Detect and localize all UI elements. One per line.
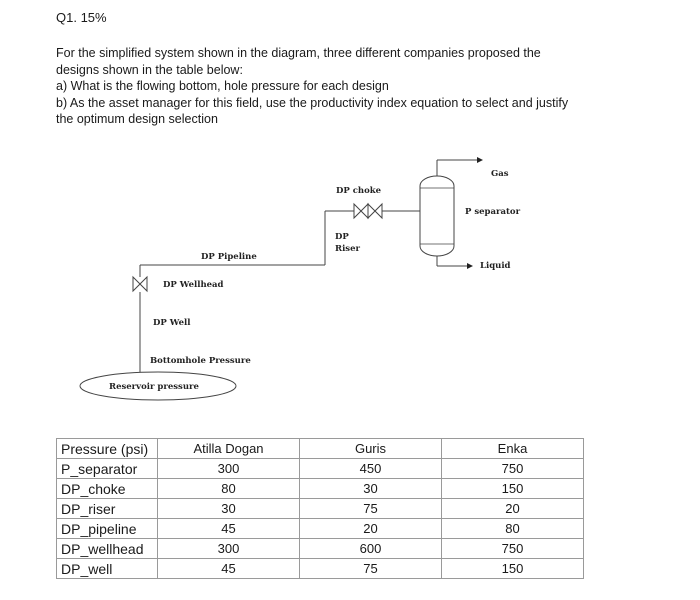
table-row (57, 539, 584, 559)
table-cell: 45 (158, 559, 300, 579)
table-row-label: DP_wellhead (57, 539, 158, 559)
table-cell: 30 (300, 479, 442, 499)
table-header-cell: Pressure (psi) (57, 439, 158, 459)
table-row-label: DP_well (57, 559, 158, 579)
table-row (57, 519, 584, 539)
table-header-row (57, 439, 584, 459)
intro-line: designs shown in the table below: (56, 62, 243, 77)
table-cell: 150 (442, 559, 584, 579)
dp-choke-label: DP choke (336, 186, 382, 196)
table-cell: 20 (300, 519, 442, 539)
table-cell: 80 (442, 519, 584, 539)
table-cell: 75 (300, 559, 442, 579)
dp-riser-label-1: DP (335, 232, 349, 242)
dp-wellhead-label: DP Wellhead (163, 280, 224, 290)
table-row-label: DP_riser (57, 499, 158, 519)
table-row (57, 459, 584, 479)
table-cell: 300 (158, 539, 300, 559)
table-header-cell: Guris (300, 439, 442, 459)
gas-label: Gas (491, 169, 509, 179)
table-row (57, 479, 584, 499)
bottomhole-pressure-label: Bottomhole Pressure (150, 356, 251, 366)
dp-well-label: DP Well (153, 318, 191, 328)
liquid-label: Liquid (480, 261, 511, 271)
intro-line: b) As the asset manager for this field, use the productivity index equation to select and justify (56, 95, 569, 110)
intro-line: a) What is the flowing bottom, hole pressure for each design (56, 79, 389, 93)
choke-valve-icon (354, 204, 382, 218)
table-row-label: DP_pipeline (57, 519, 158, 539)
dp-riser-label-2: Riser (335, 244, 360, 254)
intro-line: the optimum design selection (56, 112, 218, 126)
table-cell: 20 (442, 499, 584, 519)
table-cell: 75 (300, 499, 442, 519)
table-row-label: P_separator (57, 459, 158, 479)
pressure-table (56, 438, 584, 579)
table-header-cell: Enka (442, 439, 584, 459)
table-header-cell: Atilla Dogan (158, 439, 300, 459)
table-cell: 30 (158, 499, 300, 519)
p-separator-label: P separator (465, 207, 521, 217)
table-row-label: DP_choke (57, 479, 158, 499)
table-cell: 300 (158, 459, 300, 479)
table-cell: 750 (442, 459, 584, 479)
table-row (57, 559, 584, 579)
intro-line: For the simplified system shown in the diagram, three different companies proposed the (56, 46, 541, 60)
question-number: Q1. 15% (56, 10, 107, 25)
dp-pipeline-label: DP Pipeline (201, 252, 257, 262)
table-cell: 750 (442, 539, 584, 559)
wellhead-valve-icon (133, 277, 147, 291)
table-cell: 450 (300, 459, 442, 479)
table-cell: 45 (158, 519, 300, 539)
table-cell: 150 (442, 479, 584, 499)
table-cell: 600 (300, 539, 442, 559)
table-cell: 80 (158, 479, 300, 499)
table-row (57, 499, 584, 519)
reservoir-pressure-label: Reservoir pressure (109, 382, 199, 392)
